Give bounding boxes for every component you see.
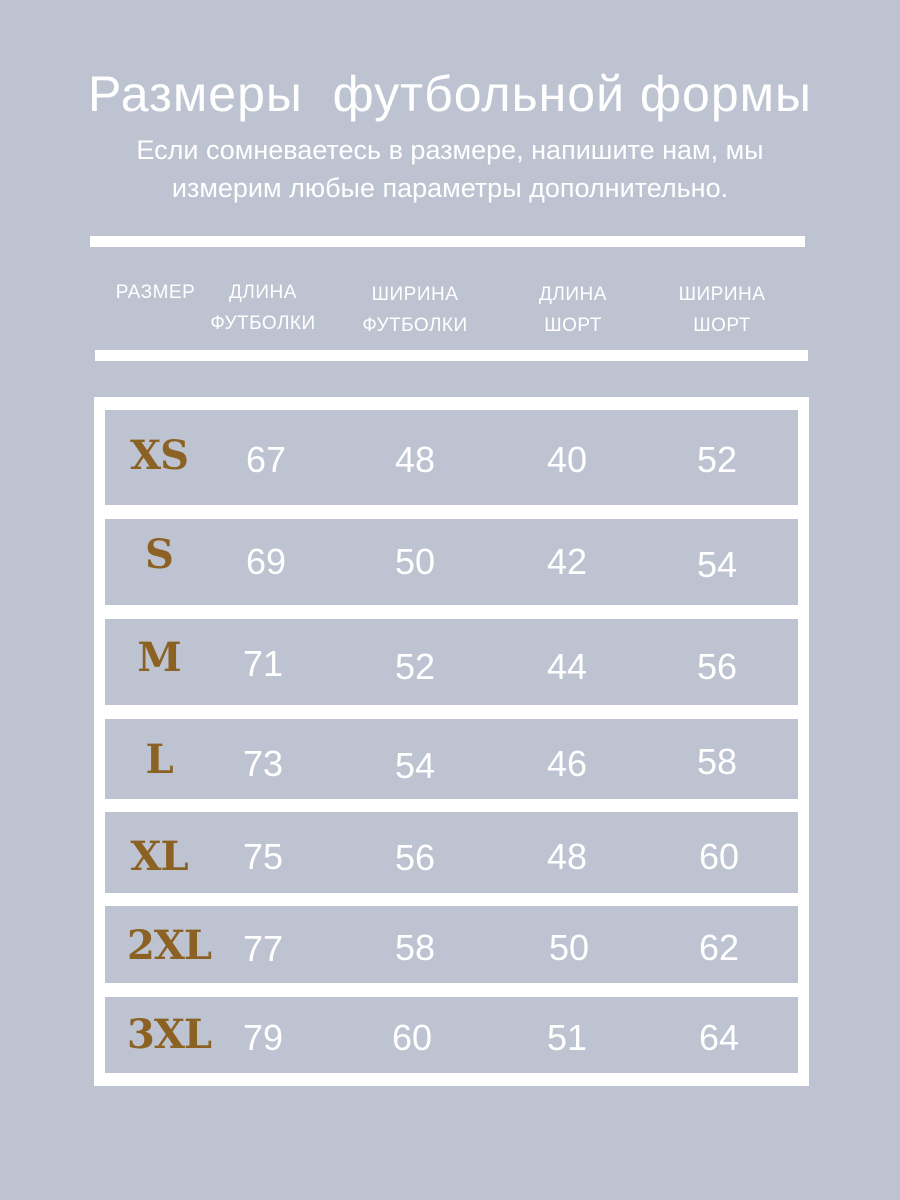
shirt-width-cell: 56 xyxy=(394,837,436,878)
shirt-length-cell: 73 xyxy=(242,743,284,784)
shirt-length-cell: 69 xyxy=(245,541,287,582)
shirt-width-cell: 54 xyxy=(394,745,436,786)
size-code: XL xyxy=(130,833,188,880)
shirt-length-cell: 71 xyxy=(242,643,284,684)
shirt-width-cell: 48 xyxy=(394,439,436,480)
shorts-width-cell: 56 xyxy=(696,646,738,687)
table-row xyxy=(105,519,798,605)
shorts-length-cell: 42 xyxy=(546,541,588,582)
shorts-width-cell: 54 xyxy=(696,544,738,585)
shirt-width-cell: 58 xyxy=(394,927,436,968)
table-row xyxy=(105,812,798,893)
subtitle-line-2: измерим любые параметры дополнительно. xyxy=(171,173,729,203)
shorts-width-cell: 60 xyxy=(698,836,740,877)
size-code: XS xyxy=(130,432,188,479)
shirt-length-cell: 79 xyxy=(242,1017,284,1058)
column-header-shorts-width xyxy=(657,279,787,341)
shirt-length-cell: 75 xyxy=(242,836,284,877)
shorts-width-cell: 52 xyxy=(696,439,738,480)
subtitle-line-1: Если сомневаетесь в размере, напишите нам, мы xyxy=(136,135,764,165)
column-header-shorts-length-line1: ДЛИНА xyxy=(539,284,607,305)
shorts-width-cell: 62 xyxy=(698,927,740,968)
table-row xyxy=(105,906,798,983)
shorts-length-cell: 46 xyxy=(546,743,588,784)
table-row xyxy=(105,619,798,705)
column-header-shirt-width-line2: ФУТБОЛКИ xyxy=(362,315,468,336)
shorts-length-cell: 51 xyxy=(546,1017,588,1058)
size-code: 3XL xyxy=(127,1011,211,1058)
shirt-length-cell: 67 xyxy=(245,439,287,480)
size-code: 2XL xyxy=(127,922,211,969)
column-header-shirt-length xyxy=(198,277,328,339)
column-header-shorts-width-line2: ШОРТ xyxy=(693,315,751,336)
shirt-width-cell: 50 xyxy=(394,541,436,582)
shorts-length-cell: 40 xyxy=(546,439,588,480)
shorts-length-cell: 50 xyxy=(548,927,590,968)
shirt-width-cell: 60 xyxy=(391,1017,433,1058)
page-subtitle xyxy=(0,131,900,207)
column-header-shirt-width-line1: ШИРИНА xyxy=(371,284,459,305)
size-code: S xyxy=(145,531,173,578)
column-header-size-line1: РАЗМЕР xyxy=(115,282,196,303)
table-row xyxy=(105,410,798,505)
column-header-shorts-width-line1: ШИРИНА xyxy=(678,284,766,305)
column-header-shirt-length-line1: ДЛИНА xyxy=(229,282,297,303)
shorts-length-cell: 44 xyxy=(546,646,588,687)
table-row xyxy=(105,719,798,799)
shirt-width-cell: 52 xyxy=(394,646,436,687)
size-code: M xyxy=(137,634,181,681)
shorts-length-cell: 48 xyxy=(546,836,588,877)
shirt-length-cell: 77 xyxy=(242,928,284,969)
shorts-width-cell: 58 xyxy=(696,741,738,782)
column-header-shirt-width xyxy=(350,279,480,341)
header-bottom-rule xyxy=(95,350,808,361)
column-header-size xyxy=(98,277,213,308)
size-code: L xyxy=(145,736,173,783)
table-row xyxy=(105,997,798,1073)
column-header-shirt-length-line2: ФУТБОЛКИ xyxy=(210,313,316,334)
column-header-shorts-length xyxy=(508,279,638,341)
column-header-shorts-length-line2: ШОРТ xyxy=(544,315,602,336)
page-title: Размеры футбольной формы xyxy=(88,66,812,122)
header-top-rule xyxy=(90,236,805,247)
shorts-width-cell: 64 xyxy=(698,1017,740,1058)
